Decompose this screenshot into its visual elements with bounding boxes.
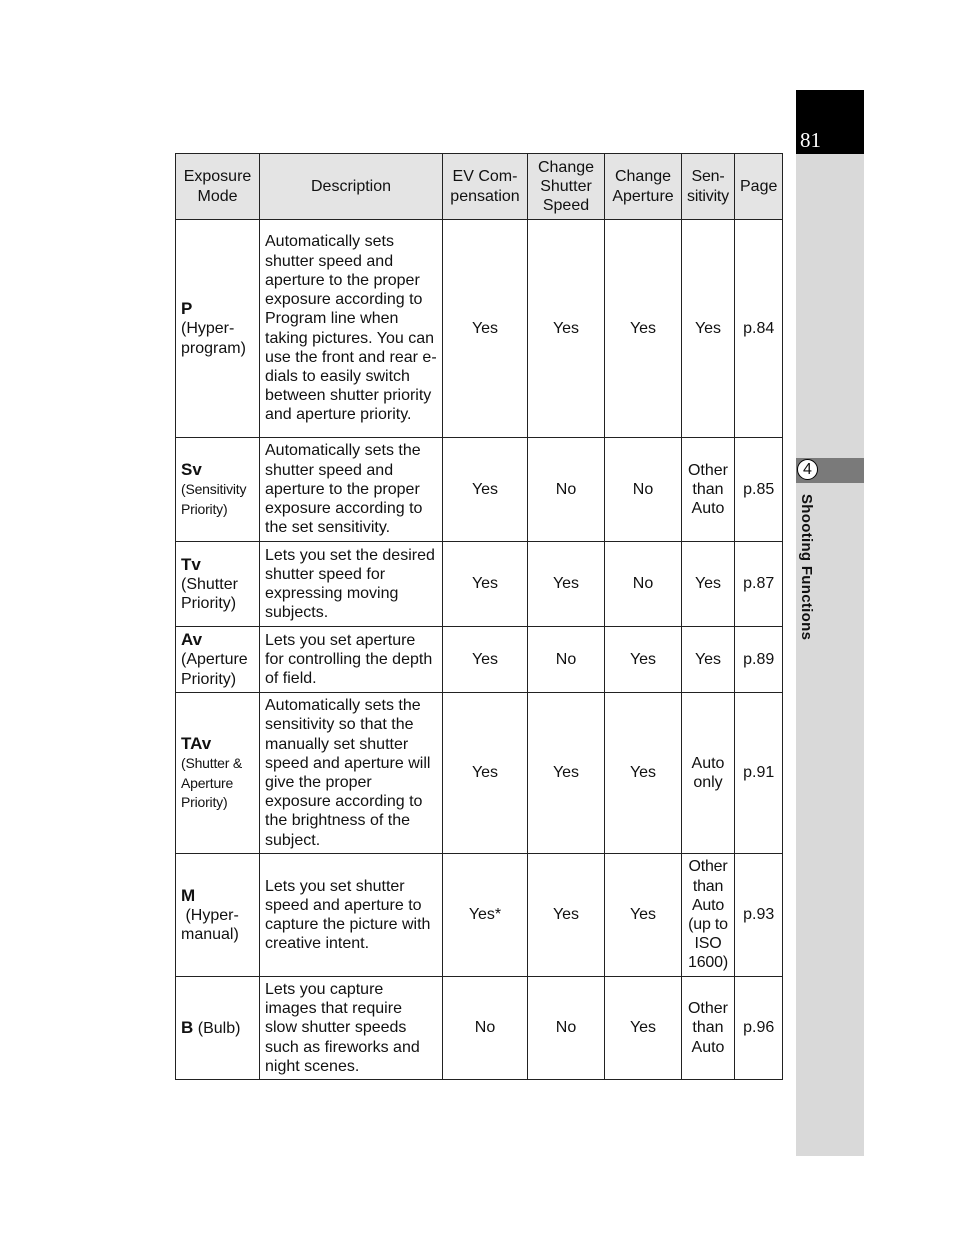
page-cell: p.91 [735, 693, 783, 854]
mode-symbol: TAv [181, 734, 212, 754]
description-cell: Automatically sets the shutter speed and aperture to the proper exposure according to the set sensitivity. [260, 438, 443, 542]
mode-name: (Bulb) [197, 1019, 241, 1037]
aperture-cell: No [605, 438, 682, 542]
header-description: Description [260, 154, 443, 220]
sensitivity-cell: Other than Auto (up to ISO 1600) [682, 854, 735, 977]
mode-cell [176, 438, 260, 542]
ev-cell: Yes [443, 542, 528, 627]
mode-name: (Hyper- program) [181, 320, 246, 357]
table-row [176, 854, 783, 977]
mode-symbol: Tv [181, 554, 201, 574]
mode-cell [176, 220, 260, 438]
header-ev-compensation: EV Com- pensation [443, 154, 528, 220]
ev-cell: Yes [443, 627, 528, 693]
description-cell: Lets you set the desired shutter speed for expressing moving subjects. [260, 542, 443, 627]
ev-cell: Yes* [443, 854, 528, 977]
page-cell: p.96 [735, 977, 783, 1080]
chapter-title: Shooting Functions [798, 494, 815, 641]
aperture-cell: Yes [605, 693, 682, 854]
page-cell: p.93 [735, 854, 783, 977]
mode-symbol: P [181, 299, 193, 319]
mode-name: (Shutter & Aperture Priority) [181, 755, 243, 810]
mode-name: (Hyper- manual) [181, 906, 239, 944]
description-cell: Automatically sets shutter speed and aperture to the proper exposure according to Program line when taking pictures. You can use the front and rear e-dials to easily switch between shutter priority and aperture priority. [260, 220, 443, 438]
table-row [176, 220, 783, 438]
mode-symbol: M [181, 885, 196, 905]
mode-cell [176, 977, 260, 1080]
page-cell: p.85 [735, 438, 783, 542]
description-cell: Lets you set shutter speed and aperture to capture the picture with creative intent. [260, 854, 443, 977]
shutter-cell: Yes [528, 542, 605, 627]
mode-cell [176, 542, 260, 627]
aperture-cell: No [605, 542, 682, 627]
sensitivity-cell: Auto only [682, 693, 735, 854]
description-cell: Lets you set aperture for controlling the depth of field. [260, 627, 443, 693]
shutter-cell: Yes [528, 693, 605, 854]
table-row [176, 693, 783, 854]
exposure-mode-table [175, 153, 783, 1080]
table-row [176, 627, 783, 693]
table-row [176, 438, 783, 542]
aperture-cell: Yes [605, 854, 682, 977]
aperture-cell: Yes [605, 220, 682, 438]
ev-cell: No [443, 977, 528, 1080]
header-page: Page [735, 154, 783, 220]
shutter-cell: Yes [528, 220, 605, 438]
description-cell: Lets you capture images that require slow shutter speeds such as fireworks and night scenes. [260, 977, 443, 1080]
page-cell: p.87 [735, 542, 783, 627]
shutter-cell: No [528, 977, 605, 1080]
sensitivity-cell: Yes [682, 542, 735, 627]
ev-cell: Yes [443, 220, 528, 438]
shutter-cell: No [528, 627, 605, 693]
mode-symbol: B [181, 1017, 194, 1037]
aperture-cell: Yes [605, 627, 682, 693]
mode-cell [176, 854, 260, 977]
header-change-shutter-speed: Change Shutter Speed [528, 154, 605, 220]
shutter-cell: No [528, 438, 605, 542]
ev-cell: Yes [443, 438, 528, 542]
header-change-aperture: Change Aperture [605, 154, 682, 220]
mode-name: (Aperture Priority) [181, 651, 248, 688]
mode-symbol: Sv [181, 460, 202, 480]
sensitivity-cell: Other than Auto [682, 977, 735, 1080]
page-number: 81 [800, 128, 821, 152]
page-cell: p.84 [735, 220, 783, 438]
chapter-number: 4 [797, 459, 818, 480]
table-row [176, 542, 783, 627]
aperture-cell: Yes [605, 977, 682, 1080]
shutter-cell: Yes [528, 854, 605, 977]
sensitivity-cell: Other than Auto [682, 438, 735, 542]
mode-name: (Sensitivity Priority) [181, 481, 247, 517]
mode-symbol: Av [181, 630, 203, 650]
table-row [176, 977, 783, 1080]
mode-name: (Shutter Priority) [181, 575, 238, 613]
page-cell: p.89 [735, 627, 783, 693]
description-cell: Automatically sets the sensitivity so that the manually set shutter speed and aperture will give the proper exposure according to the brightness of the subject. [260, 693, 443, 854]
ev-cell: Yes [443, 693, 528, 854]
header-sensitivity: Sen- sitivity [682, 154, 735, 220]
sensitivity-cell: Yes [682, 627, 735, 693]
header-exposure-mode: Exposure Mode [176, 154, 260, 220]
mode-cell [176, 693, 260, 854]
table-header-row [176, 154, 783, 220]
sensitivity-cell: Yes [682, 220, 735, 438]
mode-cell [176, 627, 260, 693]
